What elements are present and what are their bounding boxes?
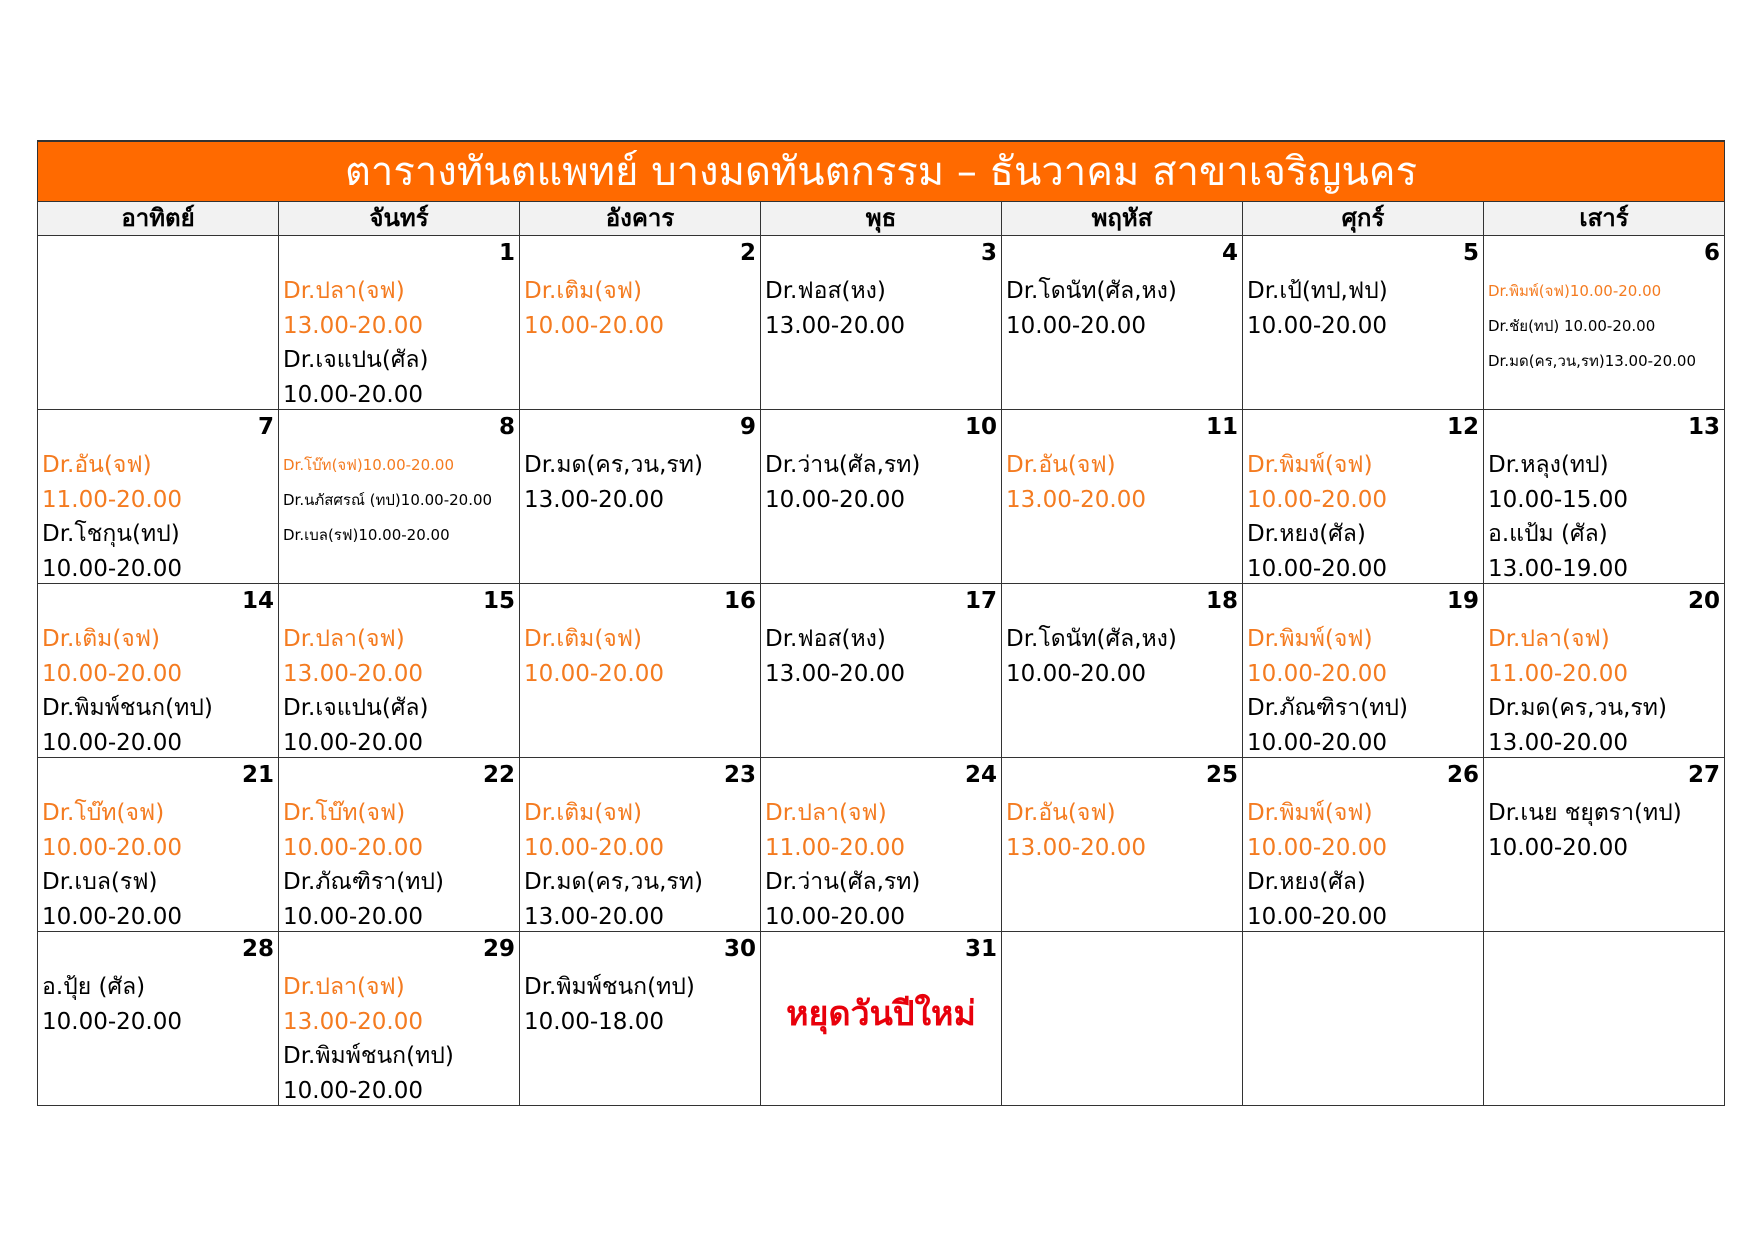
schedule-entry: 13.00-20.00	[765, 312, 905, 339]
day-number: 9	[739, 414, 756, 440]
schedule-entry: 10.00-20.00	[283, 381, 423, 408]
schedule-entry: 10.00-20.00	[524, 312, 664, 339]
schedule-entry: Dr.หยง(ศัล)	[1247, 521, 1366, 547]
schedule-entries	[765, 622, 999, 691]
schedule-entry: 10.00-15.00	[1488, 486, 1628, 513]
schedule-entry: Dr.อัน(จฟ)	[1006, 800, 1116, 826]
schedule-entries	[42, 448, 276, 584]
day-cell	[279, 236, 520, 410]
schedule-entry: Dr.เบล(รฟ)	[42, 869, 158, 895]
day-number: 22	[482, 762, 515, 788]
day-cell	[761, 410, 1002, 584]
day-number: 5	[1462, 240, 1479, 266]
schedule-entry: Dr.ชัย(ทป) 10.00-20.00	[1488, 317, 1656, 335]
day-number: 2	[739, 240, 756, 266]
day-cell	[1484, 758, 1725, 932]
schedule-entry: 10.00-20.00	[1247, 486, 1387, 513]
day-cell	[38, 758, 279, 932]
schedule-entries	[765, 796, 999, 932]
schedule-entry: Dr.ปลา(จฟ)	[283, 626, 405, 652]
schedule-entry: อ.ปุ้ย (ศัล)	[42, 974, 146, 1000]
day-cell	[1002, 758, 1243, 932]
schedule-entry: 13.00-20.00	[1488, 729, 1628, 756]
schedule-entry: 10.00-20.00	[283, 729, 423, 756]
schedule-entry: 10.00-20.00	[1247, 903, 1387, 930]
schedule-entry: 11.00-20.00	[1488, 660, 1628, 687]
day-cell	[520, 410, 761, 584]
schedule-entry: Dr.มด(คร,วน,รท)	[524, 869, 703, 895]
calendar-title: ตารางทันตแพทย์ บางมดทันตกรรม – ธันวาคม สาขาเจริญนคร	[38, 142, 1725, 202]
schedule-entry: 10.00-20.00	[1247, 312, 1387, 339]
schedule-entry: 13.00-20.00	[1006, 834, 1146, 861]
schedule-entries	[42, 622, 276, 758]
day-number: 15	[482, 588, 515, 614]
day-number: 21	[241, 762, 274, 788]
schedule-entry: 10.00-20.00	[42, 1008, 182, 1035]
schedule-entry: Dr.โบ๊ท(จฟ)	[42, 800, 165, 826]
weekday-header-row	[38, 202, 1725, 236]
day-cell	[761, 932, 1002, 1106]
schedule-entries	[42, 970, 276, 1039]
schedule-entry: 10.00-20.00	[1006, 660, 1146, 687]
empty-day-cell	[1002, 932, 1243, 1106]
schedule-entry: 10.00-20.00	[524, 834, 664, 861]
day-number: 20	[1687, 588, 1720, 614]
schedule-entry: 10.00-20.00	[42, 729, 182, 756]
day-number: 27	[1687, 762, 1720, 788]
schedule-entry: 10.00-20.00	[1488, 834, 1628, 861]
day-cell	[1484, 410, 1725, 584]
schedule-entry: Dr.เติม(จฟ)	[524, 800, 643, 826]
day-number: 18	[1205, 588, 1238, 614]
schedule-entry: Dr.ภัณฑิรา(ทป)	[1247, 695, 1408, 721]
schedule-entries	[1247, 622, 1481, 758]
day-number: 29	[482, 936, 515, 962]
schedule-entry: Dr.โชกุน(ทป)	[42, 521, 180, 547]
day-number: 25	[1205, 762, 1238, 788]
schedule-entries	[1488, 796, 1722, 865]
schedule-entry: 10.00-20.00	[283, 1077, 423, 1104]
schedule-entry: 10.00-20.00	[42, 660, 182, 687]
schedule-entries	[1488, 274, 1722, 379]
schedule-entry: 10.00-20.00	[1247, 555, 1387, 582]
schedule-entry: Dr.อัน(จฟ)	[42, 452, 152, 478]
schedule-entry: Dr.มด(คร,วน,รท)	[1488, 695, 1667, 721]
schedule-entry: 10.00-20.00	[1247, 834, 1387, 861]
schedule-entry: Dr.พิมพ์ชนก(ทป)	[524, 974, 695, 1000]
schedule-entry: Dr.เติม(จฟ)	[42, 626, 161, 652]
schedule-entry: Dr.นภัสศรณ์ (ทป)10.00-20.00	[283, 491, 493, 509]
schedule-entry: 13.00-20.00	[283, 1008, 423, 1035]
day-number: 17	[964, 588, 997, 614]
day-number: 28	[241, 936, 274, 962]
schedule-entries	[765, 274, 999, 343]
schedule-entries	[524, 274, 758, 343]
schedule-entries	[524, 448, 758, 517]
day-number: 4	[1221, 240, 1238, 266]
schedule-entries	[1247, 274, 1481, 343]
schedule-entry: Dr.เนย ชยุตรา(ทป)	[1488, 800, 1682, 826]
schedule-entries	[1006, 274, 1240, 343]
schedule-entries	[1006, 796, 1240, 865]
schedule-entries	[524, 796, 758, 932]
day-cell	[761, 584, 1002, 758]
schedule-entries	[524, 622, 758, 691]
schedule-entries	[1247, 796, 1481, 932]
weekday-sunday: อาทิตย์	[38, 202, 279, 236]
holiday-label: หยุดวันปีใหม่	[786, 994, 976, 1034]
schedule-entry: 11.00-20.00	[42, 486, 182, 513]
day-cell	[279, 932, 520, 1106]
schedule-entry: 10.00-20.00	[283, 834, 423, 861]
schedule-entry: 13.00-20.00	[283, 660, 423, 687]
day-number: 7	[257, 414, 274, 440]
day-number: 10	[964, 414, 997, 440]
weekday-monday: จันทร์	[279, 202, 520, 236]
schedule-entry: Dr.ภัณฑิรา(ทป)	[283, 869, 444, 895]
calendar	[37, 140, 1725, 1106]
day-number: 11	[1205, 414, 1238, 440]
schedule-entry: Dr.พิมพ์ชนก(ทป)	[283, 1043, 454, 1069]
schedule-entries	[1488, 448, 1722, 584]
schedule-entries	[1006, 448, 1240, 517]
day-number: 24	[964, 762, 997, 788]
schedule-entries	[283, 622, 517, 758]
day-cell	[761, 236, 1002, 410]
day-number: 26	[1446, 762, 1479, 788]
empty-day-cell	[1243, 932, 1484, 1106]
day-cell	[1002, 584, 1243, 758]
schedule-entry: 10.00-20.00	[1247, 660, 1387, 687]
day-cell	[1243, 410, 1484, 584]
day-cell	[1243, 758, 1484, 932]
schedule-entry: Dr.มด(คร,วน,รท)	[524, 452, 703, 478]
day-cell	[38, 410, 279, 584]
day-number: 3	[980, 240, 997, 266]
day-cell	[279, 584, 520, 758]
day-number: 6	[1703, 240, 1720, 266]
day-cell	[520, 758, 761, 932]
schedule-entries	[524, 970, 758, 1039]
schedule-entries	[283, 274, 517, 410]
weekday-friday: ศุกร์	[1243, 202, 1484, 236]
schedule-entry: Dr.ปลา(จฟ)	[765, 800, 887, 826]
schedule-entry: Dr.โบ๊ท(จฟ)	[283, 800, 406, 826]
schedule-entry: Dr.ฟอส(หง)	[765, 626, 886, 652]
schedule-entry: Dr.พิมพ์(จฟ)	[1247, 626, 1373, 652]
day-number: 30	[723, 936, 756, 962]
day-cell	[520, 584, 761, 758]
schedule-entries	[283, 970, 517, 1106]
schedule-entry: Dr.พิมพ์ชนก(ทป)	[42, 695, 213, 721]
schedule-entry: 10.00-20.00	[524, 660, 664, 687]
day-number: 14	[241, 588, 274, 614]
day-cell	[1243, 584, 1484, 758]
schedule-entry: 13.00-20.00	[283, 312, 423, 339]
schedule-entries	[765, 448, 999, 517]
schedule-entry: 10.00-20.00	[42, 834, 182, 861]
schedule-entry: 13.00-20.00	[524, 486, 664, 513]
schedule-entry: 10.00-20.00	[765, 903, 905, 930]
day-cell	[1484, 236, 1725, 410]
schedule-entries	[1247, 448, 1481, 584]
day-cell	[520, 236, 761, 410]
schedule-entries	[1006, 622, 1240, 691]
schedule-entry: 10.00-20.00	[765, 486, 905, 513]
schedule-entry: Dr.เติม(จฟ)	[524, 278, 643, 304]
schedule-entries	[283, 448, 517, 553]
day-cell	[279, 410, 520, 584]
day-cell	[279, 758, 520, 932]
schedule-entry: Dr.เบล(รฟ)10.00-20.00	[283, 526, 450, 544]
day-number: 31	[964, 936, 997, 962]
day-cell	[520, 932, 761, 1106]
weekday-tuesday: อังคาร	[520, 202, 761, 236]
schedule-entry: Dr.ปลา(จฟ)	[1488, 626, 1610, 652]
schedule-entry: Dr.พิมพ์(จฟ)	[1247, 452, 1373, 478]
schedule-entry: 10.00-20.00	[42, 903, 182, 930]
schedule-entry: Dr.อัน(จฟ)	[1006, 452, 1116, 478]
day-number: 13	[1687, 414, 1720, 440]
schedule-entries	[283, 796, 517, 932]
calendar-grid	[38, 236, 1725, 1106]
schedule-entry: Dr.ว่าน(ศัล,รท)	[765, 452, 921, 478]
day-cell	[1002, 410, 1243, 584]
schedule-entry: Dr.โดนัท(ศัล,หง)	[1006, 626, 1177, 652]
day-number: 23	[723, 762, 756, 788]
schedule-entry: 13.00-19.00	[1488, 555, 1628, 582]
schedule-entry: อ.แป้ม (ศัล)	[1488, 521, 1608, 547]
schedule-entry: Dr.ปลา(จฟ)	[283, 278, 405, 304]
weekday-wednesday: พุธ	[761, 202, 1002, 236]
empty-day-cell	[38, 236, 279, 410]
schedule-entry: Dr.เป้(ทป,ฟป)	[1247, 278, 1388, 304]
schedule-entry: Dr.เจแปน(ศัล)	[283, 695, 429, 721]
schedule-entry: 11.00-20.00	[765, 834, 905, 861]
schedule-entry: 10.00-20.00	[283, 903, 423, 930]
day-cell	[38, 932, 279, 1106]
schedule-entry: 10.00-18.00	[524, 1008, 664, 1035]
schedule-entry: Dr.โบ๊ท(จฟ)10.00-20.00	[283, 456, 454, 474]
schedule-entry: Dr.หยง(ศัล)	[1247, 869, 1366, 895]
schedule-entry: Dr.โดนัท(ศัล,หง)	[1006, 278, 1177, 304]
schedule-entry: 13.00-20.00	[1006, 486, 1146, 513]
day-cell	[1002, 236, 1243, 410]
schedule-entry: 13.00-20.00	[765, 660, 905, 687]
day-number: 16	[723, 588, 756, 614]
empty-day-cell	[1484, 932, 1725, 1106]
weekday-saturday: เสาร์	[1484, 202, 1725, 236]
schedule-entries	[42, 796, 276, 932]
day-cell	[1243, 236, 1484, 410]
schedule-entry: Dr.ว่าน(ศัล,รท)	[765, 869, 921, 895]
weekday-thursday: พฤหัส	[1002, 202, 1243, 236]
day-number: 19	[1446, 588, 1479, 614]
schedule-entry: 10.00-20.00	[42, 555, 182, 582]
schedule-entry: Dr.มด(คร,วน,รท)13.00-20.00	[1488, 352, 1696, 370]
day-number: 12	[1446, 414, 1479, 440]
schedule-entry: Dr.ฟอส(หง)	[765, 278, 886, 304]
schedule-entry: Dr.พิมพ์(จฟ)	[1247, 800, 1373, 826]
day-number: 8	[498, 414, 515, 440]
schedule-entry: 10.00-20.00	[1006, 312, 1146, 339]
schedule-entry: Dr.ปลา(จฟ)	[283, 974, 405, 1000]
schedule-entry: Dr.หลุง(ทป)	[1488, 452, 1609, 478]
schedule-entry: 13.00-20.00	[524, 903, 664, 930]
schedule-entry: Dr.เติม(จฟ)	[524, 626, 643, 652]
schedule-entries	[1488, 622, 1722, 758]
day-cell	[761, 758, 1002, 932]
day-number: 1	[498, 240, 515, 266]
schedule-entry: Dr.เจแปน(ศัล)	[283, 347, 429, 373]
day-cell	[1484, 584, 1725, 758]
day-cell	[38, 584, 279, 758]
schedule-entry: Dr.พิมพ์(จฟ)10.00-20.00	[1488, 282, 1662, 300]
schedule-entry: 10.00-20.00	[1247, 729, 1387, 756]
